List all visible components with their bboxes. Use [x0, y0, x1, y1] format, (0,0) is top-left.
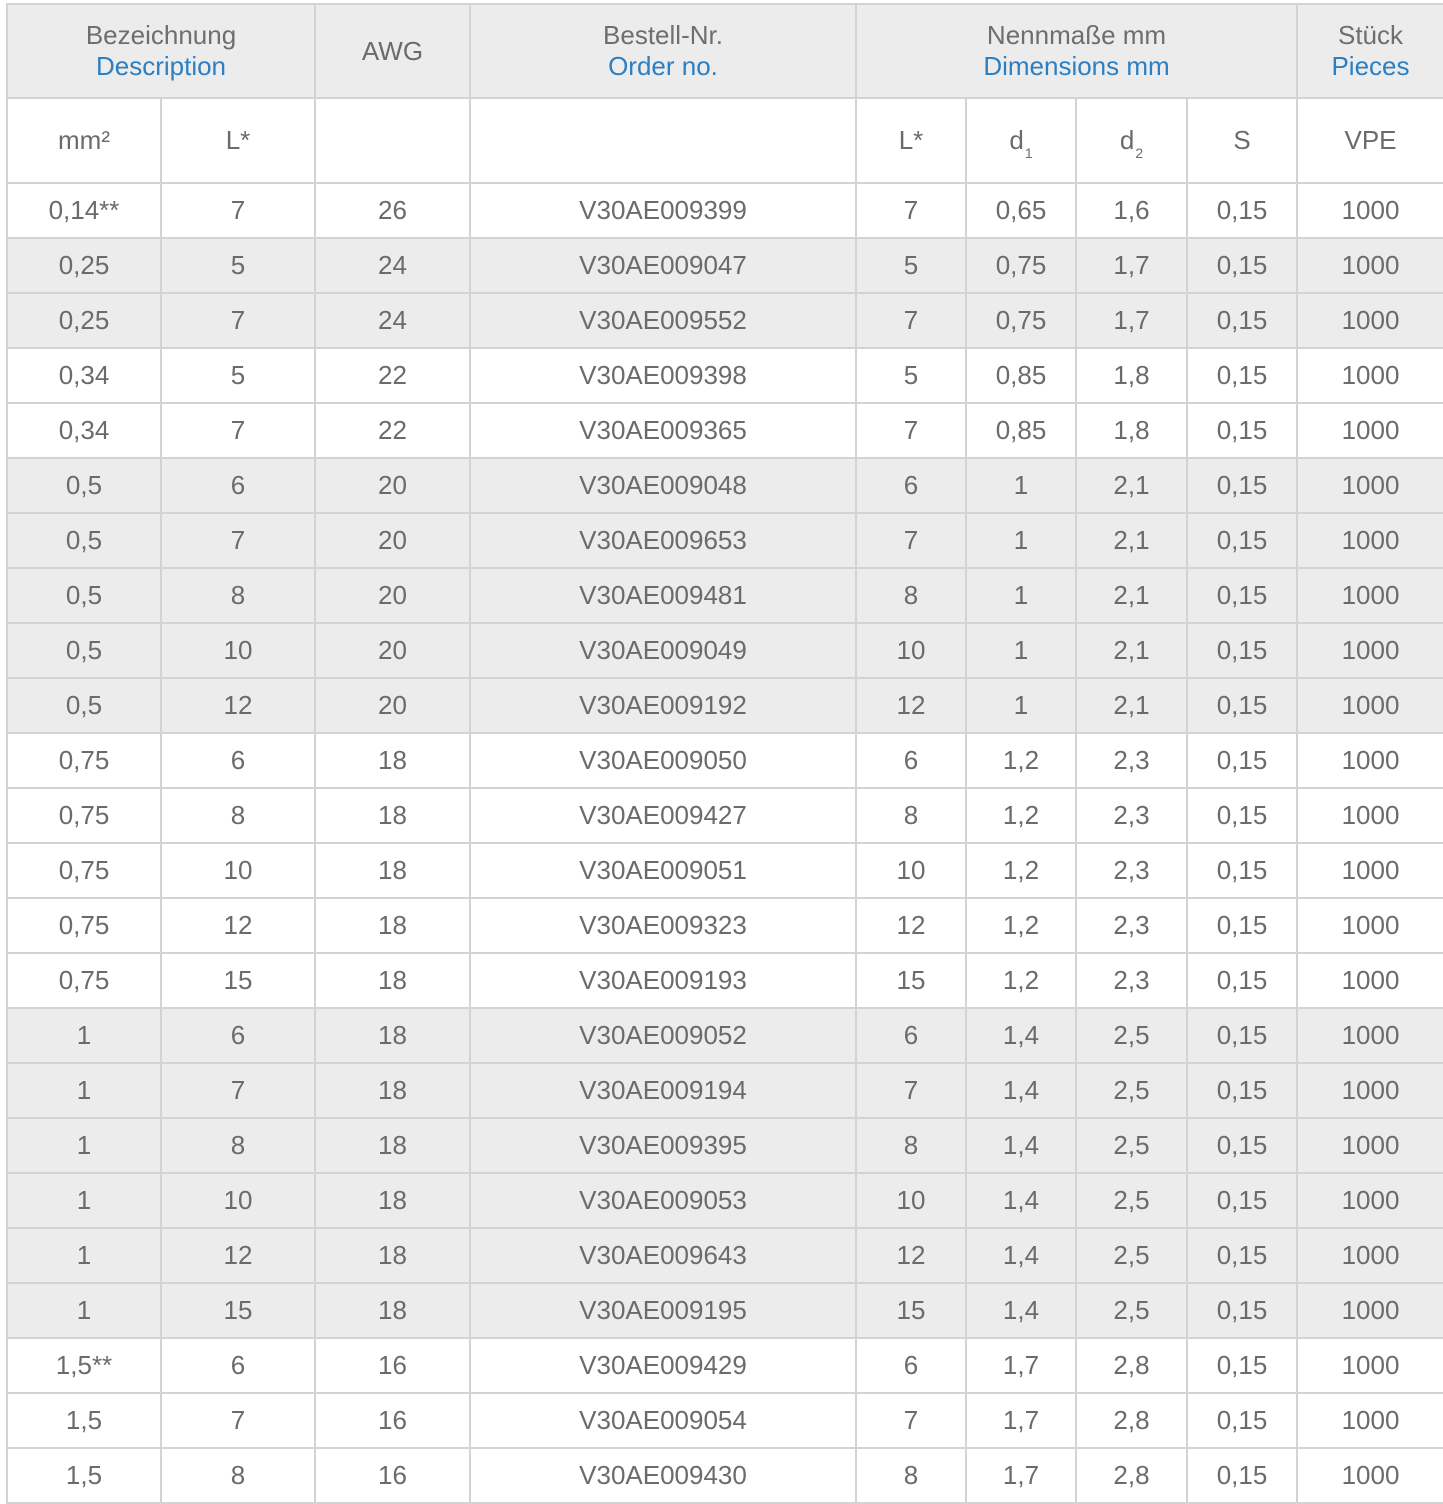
cell-mm2: 0,34 [7, 403, 161, 458]
cell-length: 7 [161, 183, 315, 238]
cell-d2: 2,5 [1076, 1008, 1187, 1063]
cell-length: 7 [161, 1393, 315, 1448]
cell-d2: 2,3 [1076, 788, 1187, 843]
cell-d2: 2,3 [1076, 953, 1187, 1008]
cell-order-no: V30AE009194 [470, 1063, 856, 1118]
cell-d2: 2,1 [1076, 513, 1187, 568]
cell-d2: 2,3 [1076, 898, 1187, 953]
subheader-order [470, 98, 856, 183]
cell-d2: 2,5 [1076, 1118, 1187, 1173]
cell-vpe: 1000 [1297, 1008, 1443, 1063]
cell-length: 6 [161, 1008, 315, 1063]
cell-length: 8 [161, 1118, 315, 1173]
cell-order-no: V30AE009643 [470, 1228, 856, 1283]
cell-dim-length: 6 [856, 458, 966, 513]
table-row [7, 733, 1443, 788]
cell-vpe: 1000 [1297, 898, 1443, 953]
table-row [7, 1228, 1443, 1283]
cell-awg: 24 [315, 238, 470, 293]
cell-dim-length: 6 [856, 733, 966, 788]
cell-order-no: V30AE009195 [470, 1283, 856, 1338]
cell-mm2: 1 [7, 1063, 161, 1118]
cell-d2: 2,8 [1076, 1338, 1187, 1393]
subheader-mm2: mm² [7, 98, 161, 183]
table-row [7, 953, 1443, 1008]
cell-d1: 0,65 [966, 183, 1076, 238]
cell-length: 7 [161, 513, 315, 568]
cell-mm2: 0,75 [7, 733, 161, 788]
cell-vpe: 1000 [1297, 623, 1443, 678]
cell-dim-length: 7 [856, 293, 966, 348]
cell-awg: 18 [315, 953, 470, 1008]
cell-d1: 1,4 [966, 1008, 1076, 1063]
cell-dim-length: 8 [856, 1448, 966, 1503]
cell-awg: 20 [315, 458, 470, 513]
cell-d1: 1,2 [966, 788, 1076, 843]
cell-dim-length: 10 [856, 1173, 966, 1228]
cell-s: 0,15 [1187, 403, 1297, 458]
cell-d1: 1,4 [966, 1283, 1076, 1338]
subheader-d2 [1076, 98, 1187, 183]
cell-mm2: 0,5 [7, 678, 161, 733]
subheader-dim-length: L* [856, 98, 966, 183]
cell-awg: 20 [315, 678, 470, 733]
cell-d2: 2,1 [1076, 678, 1187, 733]
cell-order-no: V30AE009481 [470, 568, 856, 623]
cell-mm2: 0,5 [7, 513, 161, 568]
subheader-row [7, 98, 1443, 183]
cell-vpe: 1000 [1297, 1283, 1443, 1338]
cell-length: 5 [161, 238, 315, 293]
cell-s: 0,15 [1187, 1118, 1297, 1173]
cell-mm2: 0,5 [7, 458, 161, 513]
cell-vpe: 1000 [1297, 348, 1443, 403]
cell-mm2: 1,5** [7, 1338, 161, 1393]
cell-order-no: V30AE009430 [470, 1448, 856, 1503]
cell-d1: 1,4 [966, 1118, 1076, 1173]
subheader-d1-label: d [1009, 125, 1024, 155]
cell-length: 6 [161, 1338, 315, 1393]
cell-s: 0,15 [1187, 1283, 1297, 1338]
cell-d1: 0,85 [966, 348, 1076, 403]
subheader-s: S [1187, 98, 1297, 183]
cell-dim-length: 5 [856, 238, 966, 293]
cell-order-no: V30AE009429 [470, 1338, 856, 1393]
cell-awg: 20 [315, 623, 470, 678]
cell-s: 0,15 [1187, 568, 1297, 623]
cell-s: 0,15 [1187, 898, 1297, 953]
cell-dim-length: 8 [856, 568, 966, 623]
cell-s: 0,15 [1187, 623, 1297, 678]
cell-d1: 1,2 [966, 953, 1076, 1008]
cell-mm2: 0,14** [7, 183, 161, 238]
cell-vpe: 1000 [1297, 1448, 1443, 1503]
cell-awg: 16 [315, 1448, 470, 1503]
cell-order-no: V30AE009051 [470, 843, 856, 898]
cell-mm2: 0,25 [7, 238, 161, 293]
cell-vpe: 1000 [1297, 843, 1443, 898]
cell-s: 0,15 [1187, 1063, 1297, 1118]
cell-dim-length: 7 [856, 183, 966, 238]
cell-dim-length: 7 [856, 1063, 966, 1118]
cell-s: 0,15 [1187, 733, 1297, 788]
cell-vpe: 1000 [1297, 238, 1443, 293]
cell-mm2: 0,5 [7, 623, 161, 678]
cell-mm2: 0,75 [7, 843, 161, 898]
cell-d1: 0,85 [966, 403, 1076, 458]
cell-dim-length: 6 [856, 1338, 966, 1393]
cell-s: 0,15 [1187, 1228, 1297, 1283]
cell-s: 0,15 [1187, 788, 1297, 843]
cell-s: 0,15 [1187, 678, 1297, 733]
cell-dim-length: 12 [856, 1228, 966, 1283]
cell-dim-length: 5 [856, 348, 966, 403]
cell-order-no: V30AE009049 [470, 623, 856, 678]
table-row [7, 183, 1443, 238]
cell-d2: 2,5 [1076, 1228, 1187, 1283]
cell-awg: 18 [315, 1283, 470, 1338]
cell-mm2: 1,5 [7, 1448, 161, 1503]
cell-d1: 1,7 [966, 1448, 1076, 1503]
cell-vpe: 1000 [1297, 458, 1443, 513]
cell-dim-length: 6 [856, 1008, 966, 1063]
cell-d2: 1,8 [1076, 403, 1187, 458]
cell-dim-length: 7 [856, 1393, 966, 1448]
cell-s: 0,15 [1187, 953, 1297, 1008]
cell-awg: 18 [315, 733, 470, 788]
header-order-de: Bestell-Nr. [603, 20, 723, 50]
cell-dim-length: 12 [856, 898, 966, 953]
cell-mm2: 1 [7, 1008, 161, 1063]
cell-mm2: 0,75 [7, 953, 161, 1008]
cell-d2: 2,5 [1076, 1173, 1187, 1228]
cell-d2: 1,7 [1076, 293, 1187, 348]
cell-length: 7 [161, 293, 315, 348]
cell-length: 10 [161, 623, 315, 678]
header-pieces-de: Stück [1337, 20, 1404, 50]
cell-dim-length: 8 [856, 1118, 966, 1173]
cell-vpe: 1000 [1297, 1393, 1443, 1448]
cell-d2: 2,5 [1076, 1063, 1187, 1118]
cell-awg: 26 [315, 183, 470, 238]
cell-d1: 1,4 [966, 1228, 1076, 1283]
cell-mm2: 1,5 [7, 1393, 161, 1448]
table-row [7, 1173, 1443, 1228]
cell-awg: 20 [315, 568, 470, 623]
header-description-en: Description [95, 51, 227, 81]
cell-vpe: 1000 [1297, 183, 1443, 238]
cell-s: 0,15 [1187, 513, 1297, 568]
cell-d1: 0,75 [966, 293, 1076, 348]
cell-length: 6 [161, 458, 315, 513]
cell-s: 0,15 [1187, 293, 1297, 348]
header-dimensions-de: Nennmaße mm [986, 20, 1167, 50]
cell-order-no: V30AE009427 [470, 788, 856, 843]
cell-order-no: V30AE009395 [470, 1118, 856, 1173]
cell-mm2: 0,75 [7, 898, 161, 953]
table-row [7, 348, 1443, 403]
cell-length: 15 [161, 953, 315, 1008]
cell-d1: 1,7 [966, 1393, 1076, 1448]
cell-d1: 1,4 [966, 1173, 1076, 1228]
table-row [7, 1448, 1443, 1503]
subheader-d2-subscript: 2 [1135, 145, 1144, 161]
cell-mm2: 0,34 [7, 348, 161, 403]
header-pieces [1297, 4, 1443, 98]
cell-d1: 1 [966, 678, 1076, 733]
cell-d1: 1,2 [966, 733, 1076, 788]
header-row [7, 4, 1443, 98]
header-order [470, 4, 856, 98]
cell-awg: 18 [315, 1228, 470, 1283]
table-row [7, 458, 1443, 513]
cell-order-no: V30AE009048 [470, 458, 856, 513]
cell-awg: 18 [315, 843, 470, 898]
cell-order-no: V30AE009398 [470, 348, 856, 403]
cell-s: 0,15 [1187, 1448, 1297, 1503]
subheader-awg [315, 98, 470, 183]
header-dimensions [856, 4, 1297, 98]
cell-vpe: 1000 [1297, 1228, 1443, 1283]
table-row [7, 238, 1443, 293]
cell-d2: 2,1 [1076, 458, 1187, 513]
cell-dim-length: 10 [856, 623, 966, 678]
cell-dim-length: 12 [856, 678, 966, 733]
table-row [7, 678, 1443, 733]
cell-awg: 18 [315, 1008, 470, 1063]
cell-vpe: 1000 [1297, 1118, 1443, 1173]
cell-vpe: 1000 [1297, 733, 1443, 788]
header-awg: AWG [315, 4, 470, 98]
cell-dim-length: 15 [856, 953, 966, 1008]
cell-d2: 2,8 [1076, 1448, 1187, 1503]
table-row [7, 1063, 1443, 1118]
header-description [7, 4, 315, 98]
cell-order-no: V30AE009193 [470, 953, 856, 1008]
cell-awg: 16 [315, 1338, 470, 1393]
cell-order-no: V30AE009323 [470, 898, 856, 953]
header-order-en: Order no. [608, 51, 718, 81]
cell-d1: 1,2 [966, 843, 1076, 898]
cell-d2: 1,7 [1076, 238, 1187, 293]
cell-s: 0,15 [1187, 1338, 1297, 1393]
cell-order-no: V30AE009052 [470, 1008, 856, 1063]
cell-length: 7 [161, 403, 315, 458]
cell-length: 15 [161, 1283, 315, 1338]
cell-vpe: 1000 [1297, 1173, 1443, 1228]
cell-d1: 1 [966, 623, 1076, 678]
table-row [7, 403, 1443, 458]
cell-mm2: 0,25 [7, 293, 161, 348]
cell-length: 12 [161, 1228, 315, 1283]
cell-d2: 2,1 [1076, 568, 1187, 623]
cell-awg: 18 [315, 1118, 470, 1173]
cell-order-no: V30AE009054 [470, 1393, 856, 1448]
cell-s: 0,15 [1187, 348, 1297, 403]
cell-order-no: V30AE009050 [470, 733, 856, 788]
table-row [7, 843, 1443, 898]
cell-length: 8 [161, 1448, 315, 1503]
cell-length: 7 [161, 1063, 315, 1118]
cell-mm2: 1 [7, 1283, 161, 1338]
cell-d1: 1,4 [966, 1063, 1076, 1118]
cell-awg: 24 [315, 293, 470, 348]
cell-d1: 1 [966, 458, 1076, 513]
cell-mm2: 1 [7, 1118, 161, 1173]
cell-dim-length: 8 [856, 788, 966, 843]
table-row [7, 1393, 1443, 1448]
cell-dim-length: 7 [856, 403, 966, 458]
cell-s: 0,15 [1187, 1393, 1297, 1448]
cell-awg: 22 [315, 403, 470, 458]
cell-awg: 18 [315, 898, 470, 953]
cell-d1: 0,75 [966, 238, 1076, 293]
cell-order-no: V30AE009365 [470, 403, 856, 458]
cell-d1: 1,2 [966, 898, 1076, 953]
cell-s: 0,15 [1187, 1008, 1297, 1063]
header-pieces-en: Pieces [1331, 51, 1410, 81]
cell-d2: 2,3 [1076, 733, 1187, 788]
cell-d2: 2,8 [1076, 1393, 1187, 1448]
cell-order-no: V30AE009399 [470, 183, 856, 238]
cell-d2: 2,3 [1076, 843, 1187, 898]
cell-order-no: V30AE009192 [470, 678, 856, 733]
cell-awg: 16 [315, 1393, 470, 1448]
cell-d2: 2,1 [1076, 623, 1187, 678]
cell-vpe: 1000 [1297, 403, 1443, 458]
table-row [7, 568, 1443, 623]
cell-vpe: 1000 [1297, 788, 1443, 843]
cell-order-no: V30AE009047 [470, 238, 856, 293]
cell-awg: 22 [315, 348, 470, 403]
cell-dim-length: 15 [856, 1283, 966, 1338]
cell-vpe: 1000 [1297, 1338, 1443, 1393]
cell-order-no: V30AE009653 [470, 513, 856, 568]
table-row [7, 623, 1443, 678]
cell-vpe: 1000 [1297, 953, 1443, 1008]
table-row [7, 788, 1443, 843]
cell-d1: 1 [966, 568, 1076, 623]
cell-vpe: 1000 [1297, 513, 1443, 568]
table-row [7, 1118, 1443, 1173]
subheader-d1-subscript: 1 [1024, 145, 1033, 161]
header-dimensions-en: Dimensions mm [983, 51, 1170, 81]
cell-length: 10 [161, 1173, 315, 1228]
cell-awg: 20 [315, 513, 470, 568]
cell-vpe: 1000 [1297, 1063, 1443, 1118]
cell-length: 6 [161, 733, 315, 788]
cell-mm2: 0,75 [7, 788, 161, 843]
cell-mm2: 1 [7, 1173, 161, 1228]
table-row [7, 293, 1443, 348]
ferrule-spec-table [6, 3, 1443, 1504]
cell-vpe: 1000 [1297, 293, 1443, 348]
cell-s: 0,15 [1187, 238, 1297, 293]
cell-length: 8 [161, 568, 315, 623]
header-description-de: Bezeichnung [85, 20, 237, 50]
cell-d2: 1,6 [1076, 183, 1187, 238]
cell-s: 0,15 [1187, 183, 1297, 238]
cell-dim-length: 7 [856, 513, 966, 568]
cell-s: 0,15 [1187, 1173, 1297, 1228]
cell-d1: 1 [966, 513, 1076, 568]
cell-order-no: V30AE009552 [470, 293, 856, 348]
cell-order-no: V30AE009053 [470, 1173, 856, 1228]
cell-awg: 18 [315, 1063, 470, 1118]
table-row [7, 1008, 1443, 1063]
cell-d1: 1,7 [966, 1338, 1076, 1393]
cell-length: 5 [161, 348, 315, 403]
cell-vpe: 1000 [1297, 678, 1443, 733]
cell-mm2: 1 [7, 1228, 161, 1283]
table-row [7, 513, 1443, 568]
cell-length: 8 [161, 788, 315, 843]
cell-d2: 1,8 [1076, 348, 1187, 403]
cell-length: 12 [161, 678, 315, 733]
cell-awg: 18 [315, 1173, 470, 1228]
subheader-d1 [966, 98, 1076, 183]
cell-s: 0,15 [1187, 843, 1297, 898]
cell-mm2: 0,5 [7, 568, 161, 623]
cell-d2: 2,5 [1076, 1283, 1187, 1338]
cell-dim-length: 10 [856, 843, 966, 898]
table-row [7, 898, 1443, 953]
cell-length: 12 [161, 898, 315, 953]
table-row [7, 1283, 1443, 1338]
table-row [7, 1338, 1443, 1393]
cell-awg: 18 [315, 788, 470, 843]
subheader-vpe: VPE [1297, 98, 1443, 183]
cell-s: 0,15 [1187, 458, 1297, 513]
cell-length: 10 [161, 843, 315, 898]
subheader-d2-label: d [1119, 125, 1135, 155]
cell-vpe: 1000 [1297, 568, 1443, 623]
subheader-length: L* [161, 98, 315, 183]
